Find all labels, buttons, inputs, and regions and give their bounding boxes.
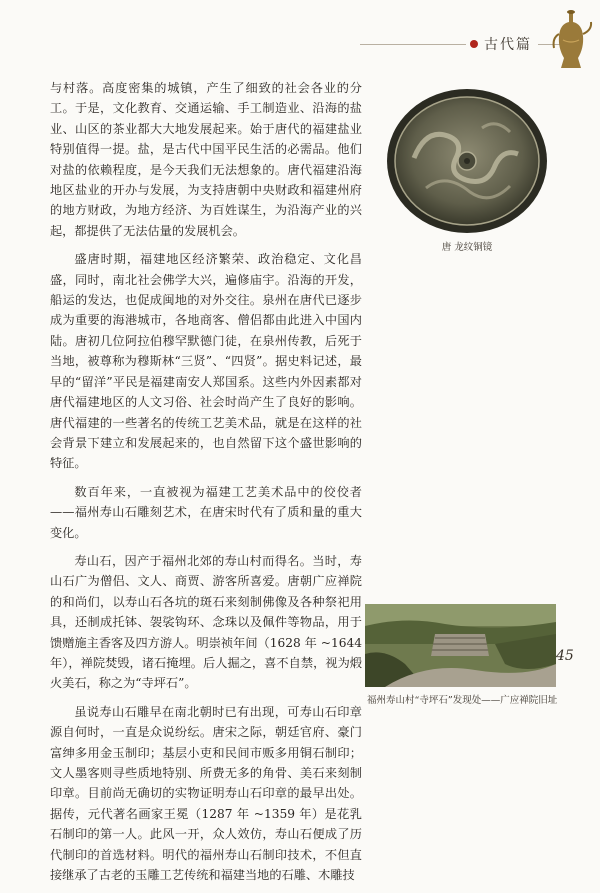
page-number: 45 bbox=[556, 648, 574, 664]
main-text-column bbox=[50, 78, 362, 893]
mirror-caption: 唐 龙纹铜镜 bbox=[441, 242, 493, 253]
chapter-header bbox=[466, 34, 538, 54]
paragraph-3: 数百年来，一直被视为福建工艺美术品中的佼佼者——福州寿山石雕刻艺术，在唐宋时代有了质和量的重大变化。 bbox=[50, 484, 362, 540]
temple-site-photo bbox=[365, 604, 556, 687]
site-caption: 福州寿山村“寺坪石”发现处——广应禅院旧址 bbox=[367, 695, 558, 706]
red-dot-icon bbox=[470, 40, 478, 48]
paragraph-5: 虽说寿山石雕早在南北朝时已有出现，可寿山石印章源自何时，一直是众说纷纭。唐宋之际，朝廷官府、豪门富绅多用金玉制印；基层小吏和民间市贩多用铜石制印；文人墨客则寻些质地特别、所费无多的角骨、美石来刻制印章。目前尚无确切的实物证明寿山石印章的最早出处。据传，元代著名画家王冕（1287 年 ~1359 年）是花乳石制印的第一人。此风一开，众人效仿，寿山石便成了历代制印的首选材料。明代的福州寿山石制印技术，不但直接继承了古老的玉雕工艺传统和福建当地的石雕、木雕技 bbox=[50, 704, 362, 883]
paragraph-2: 盛唐时期，福建地区经济繁荣、政治稳定、文化昌盛，同时，南北社会佛学大兴，遍修庙宇。沿海的开发，船运的发达，也促成闽地的对外交往。泉州在唐代已逐步成为重要的海港城市，各地商客、僧侣都由此进入中国内陆。唐初几位阿拉伯穆罕默德门徒，在泉州传教，后死于当地，被尊称为穆斯林“三贤”、“四贤”。据史料记述，最早的“留洋”平民是福建南安人郑国系。这些内外因素都对唐代福建地区的人文习俗、社会时尚产生了良好的影响。唐代福建的一些著名的传统工艺美术品，就是在这样的社会背景下建立和发展起来的，也自然留下这个盛世影响的特征。 bbox=[50, 252, 362, 471]
paragraph-4: 寿山石，因产于福州北郊的寿山村而得名。当时，寿山石广为僧侣、文人、商贾、游客所喜爱。唐朝广应禅院的和尚们，以寿山石各坑的斑石来刻制佛像及各种祭祀用具，还制成托钵、袈裟钩环、念珠以及佩件等物品，用于馈赠施主香客及四方游人。明崇祯年间（1628 年 ~1644 年），禅院焚毁，诸石掩埋。后人掘之，喜不自禁，视为煅火美石，称之为“寺坪石”。 bbox=[50, 553, 362, 691]
paragraph-1: 与村落。高度密集的城镇，产生了细致的社会各业的分工。于是，文化教育、交通运输、手工制造业、沿海的盐业、山区的茶业都大大地发展起来。始于唐代的福建盐业特别值得一提。盐，是古代中国平民生活的必需品。他们对盐的依赖程度，是今天我们无法想象的。唐代福建沿海地区盐业的开办与发展，为支持唐朝中央财政和福建州府的地方财政，为地方经济、为百姓谋生，为沿海产业的兴起，都提供了无法估量的发展机会。 bbox=[50, 81, 362, 238]
ewer-vase-icon bbox=[548, 8, 594, 74]
chapter-label: 古代篇 bbox=[484, 37, 532, 53]
bronze-mirror-photo bbox=[386, 88, 548, 234]
